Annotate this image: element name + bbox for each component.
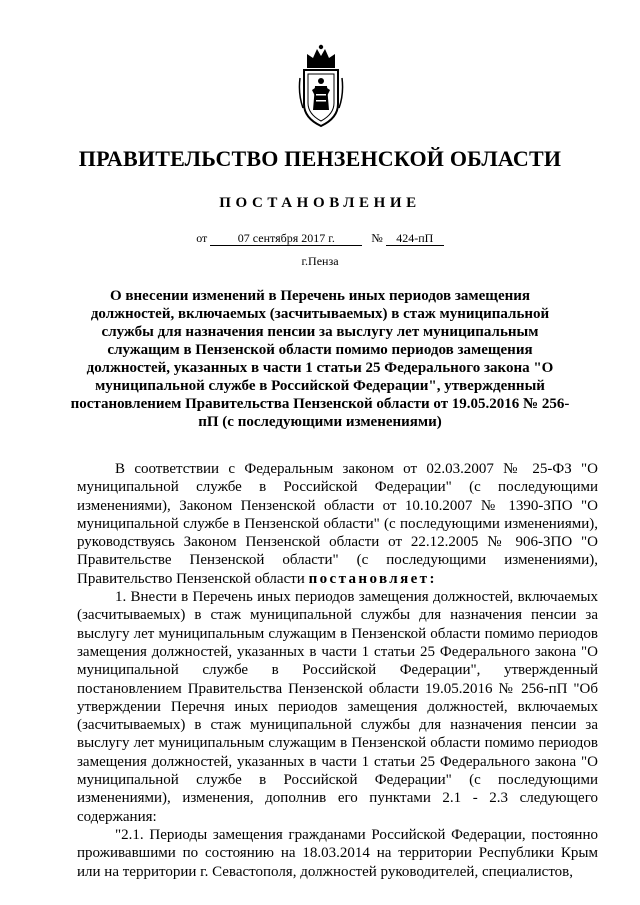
- government-name: ПРАВИТЕЛЬСТВО ПЕНЗЕНСКОЙ ОБЛАСТИ: [78, 146, 562, 171]
- resolves-word: постановляет:: [308, 570, 437, 587]
- document-title: О внесении изменений в Перечень иных периодов замещения должностей, включаемых (засчитываемых) в стаж муниципальной службы для назначения пенсии за выслугу лет муниципальным служащим в Пензенской области помимо периодов замещения должностей, указанных в части 1 статьи 25 Федерального закона "О муниципальной службе в Российской Федерации", утвержденный постановлением Правительства Пензенской области от 19.05.2016 № 256-пП (с последующими изменениями): [70, 288, 570, 430]
- from-label: от: [196, 231, 208, 245]
- intro-paragraph: [77, 460, 598, 588]
- document-date: 07 сентября 2017 г.: [210, 231, 362, 246]
- item-2-1-paragraph: "2.1. Периоды замещения гражданами Российской Федерации, постоянно проживавшими по состоянию на 18.03.2014 на территории Республики Крым или на территории г. Севастополя, должностей руководителей, специалистов,: [77, 826, 598, 880]
- number-label: №: [371, 231, 383, 245]
- coat-of-arms-emblem: [298, 44, 344, 132]
- intro-text: В соответствии с Федеральным законом от 02.03.2007 № 25-ФЗ "О муниципальной службе в Российской Федерации" (с последующими изменениями), Законом Пензенской области от 10.10.2007 № 1390-ЗПО "О муниципальной службе в Пензенской области" (с последующими изменениями), руководствуясь Законом Пензенской области от 22.12.2005 № 906-ЗПО "О Правительстве Пензенской области" (с последующими изменениями), Правительство Пензенской области: [77, 461, 598, 587]
- document-body: [77, 460, 598, 881]
- date-number-line: [0, 231, 640, 246]
- item-1-paragraph: 1. Внести в Перечень иных периодов замещения должностей, включаемых (засчитываемых) в стаж муниципальной службы для назначения пенсии за выслугу лет муниципальным служащим в Пензенской области помимо периодов замещения должностей, указанных в части 1 статьи 25 Федерального закона "О муниципальной службе в Российской Федерации", утвержденный постановлением Правительства Пензенской области 19.05.2016 № 256-пП "Об утверждении Перечня иных периодов замещения должностей, включаемых (засчитываемых) в стаж муниципальной службы для назначения пенсии за выслугу лет муниципальным служащим в Пензенской области помимо периодов замещения должностей, указанных в части 1 статьи 25 Федерального закона "О муниципальной службе в Российской Федерации" (с последующими изменениями), изменения, дополнив его пунктами 2.1 - 2.3 следующего содержания:: [77, 589, 598, 825]
- document-number: 424-пП: [386, 231, 444, 246]
- document-type: ПОСТАНОВЛЕНИЕ: [219, 195, 421, 211]
- city: г.Пенза: [301, 254, 339, 268]
